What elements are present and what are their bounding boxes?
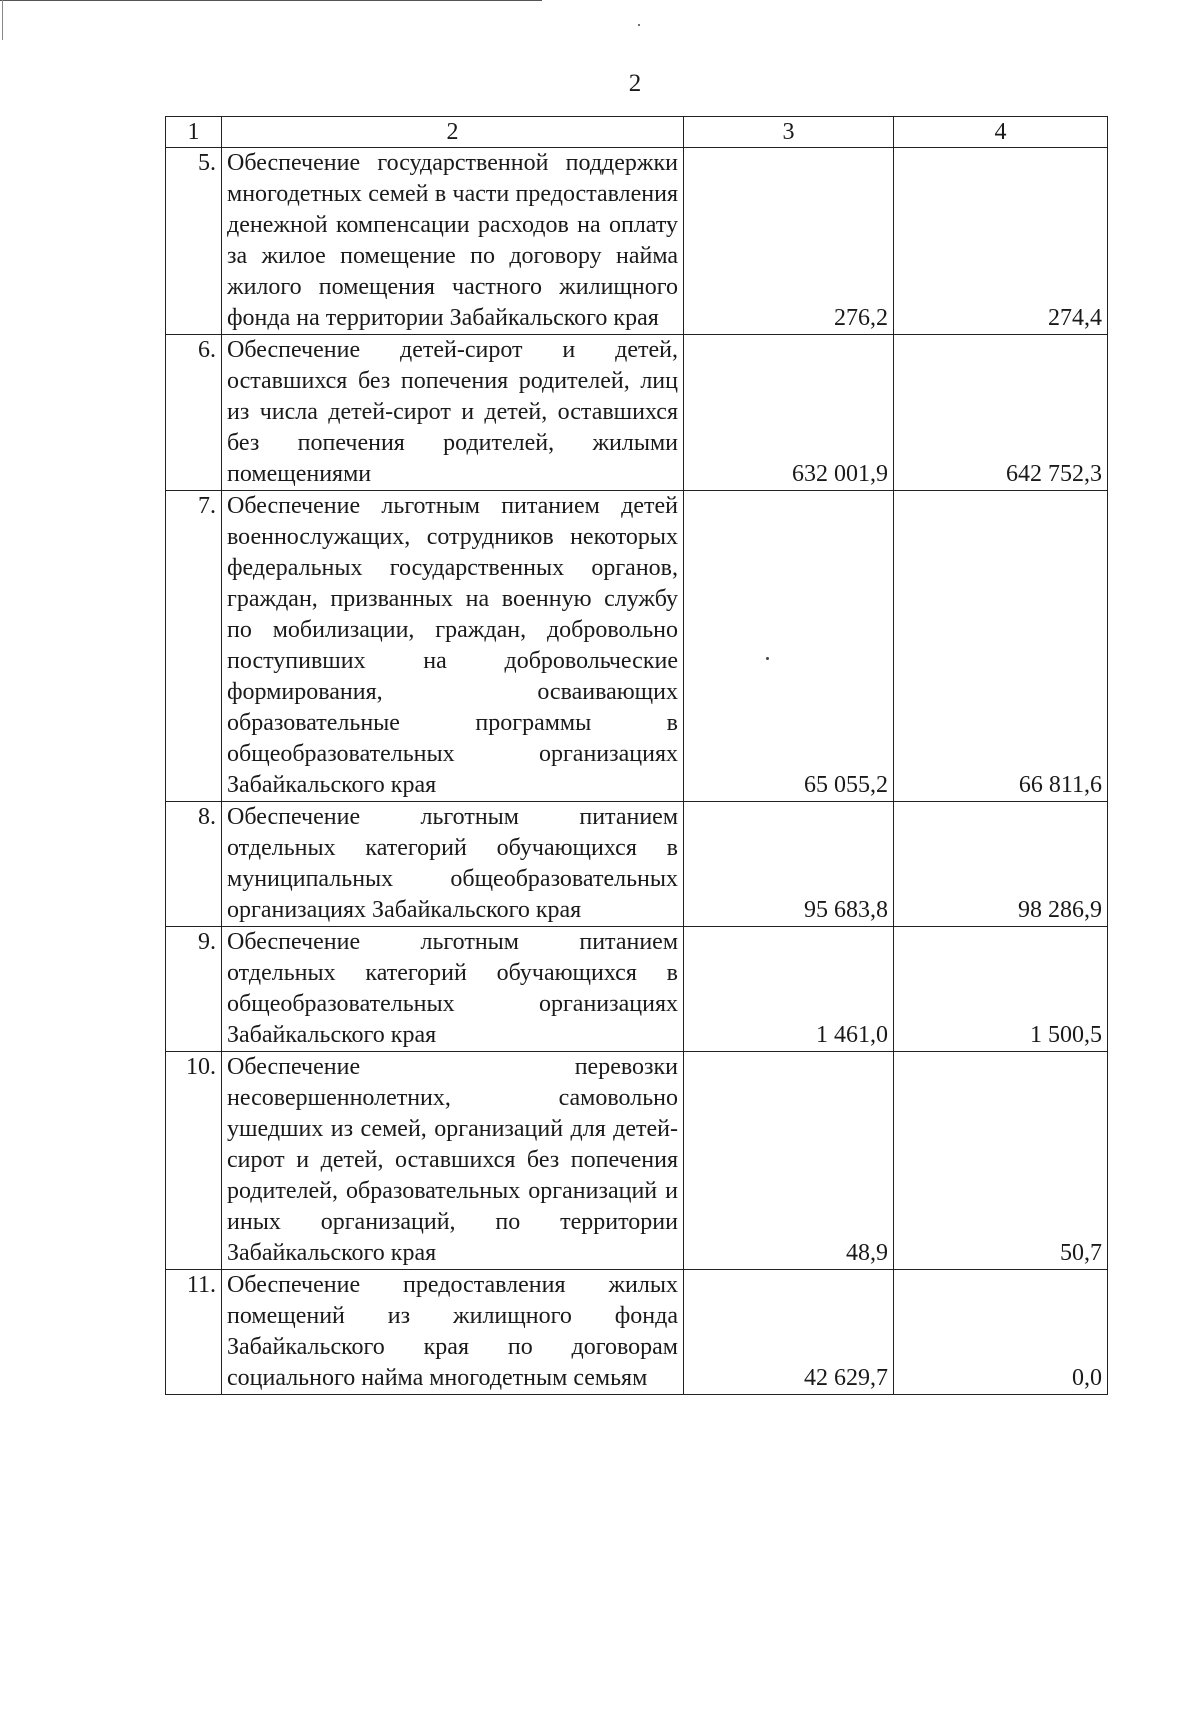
- row-number: 10.: [166, 1052, 222, 1270]
- header-col-4: 4: [894, 117, 1108, 148]
- table-row: [166, 1270, 1108, 1395]
- row-value-col3: 48,9: [684, 1052, 894, 1270]
- row-value-col3: 632 001,9: [684, 335, 894, 491]
- row-number: 6.: [166, 335, 222, 491]
- row-description: Обеспечение предоставления жилых помещений из жилищного фонда Забайкальского края по договорам социального найма многодетным семьям: [222, 1270, 684, 1395]
- row-number: 5.: [166, 148, 222, 335]
- row-value-col4: 0,0: [894, 1270, 1108, 1395]
- budget-table: [165, 116, 1108, 1395]
- page-number: 2: [628, 70, 642, 97]
- table-row: [166, 927, 1108, 1052]
- row-value-col3: 95 683,8: [684, 802, 894, 927]
- row-value-col4: 66 811,6: [894, 491, 1108, 802]
- table-row: [166, 491, 1108, 802]
- header-col-1: 1: [166, 117, 222, 148]
- scan-speck: [638, 24, 640, 26]
- table-row: [166, 802, 1108, 927]
- row-value-col4: 274,4: [894, 148, 1108, 335]
- row-value-col4: 50,7: [894, 1052, 1108, 1270]
- row-value-col3: 276,2: [684, 148, 894, 335]
- row-description: Обеспечение льготным питанием отдельных категорий обучающихся в муниципальных общеобразовательных организациях Забайкальского края: [222, 802, 684, 927]
- table-row: [166, 148, 1108, 335]
- row-description: Обеспечение детей-сирот и детей, оставшихся без попечения родителей, лиц из числа детей-сирот и детей, оставшихся без попечения родителей, жилыми помещениями: [222, 335, 684, 491]
- row-value-col3: 65 055,2: [684, 491, 894, 802]
- scan-speck: [766, 657, 769, 660]
- header-col-2: 2: [222, 117, 684, 148]
- row-value-col3: 42 629,7: [684, 1270, 894, 1395]
- row-number: 11.: [166, 1270, 222, 1395]
- table-row: [166, 1052, 1108, 1270]
- row-description: Обеспечение государственной поддержки многодетных семей в части предоставления денежной компенсации расходов на оплату за жилое помещение по договору найма жилого помещения частного жилищного фонда на территории Забайкальского края: [222, 148, 684, 335]
- row-value-col4: 1 500,5: [894, 927, 1108, 1052]
- scan-top-border: [0, 0, 542, 1]
- row-description: Обеспечение льготным питанием детей военнослужащих, сотрудников некоторых федеральных государственных органов, граждан, призванных на военную службу по мобилизации, граждан, добровольно поступивших на добровольческие формирования, осваивающих образовательные программы в общеобразовательных организациях Забайкальского края: [222, 491, 684, 802]
- row-value-col3: 1 461,0: [684, 927, 894, 1052]
- row-number: 9.: [166, 927, 222, 1052]
- scan-left-edge: [2, 0, 3, 40]
- row-value-col4: 642 752,3: [894, 335, 1108, 491]
- table-row: [166, 335, 1108, 491]
- table-header-row: [166, 117, 1108, 148]
- row-description: Обеспечение перевозки несовершеннолетних, самовольно ушедших из семей, организаций для детей-сирот и детей, оставшихся без попечения родителей, образовательных организаций и иных организаций, по территории Забайкальского края: [222, 1052, 684, 1270]
- row-description: Обеспечение льготным питанием отдельных категорий обучающихся в общеобразовательных организациях Забайкальского края: [222, 927, 684, 1052]
- header-col-3: 3: [684, 117, 894, 148]
- row-number: 8.: [166, 802, 222, 927]
- row-number: 7.: [166, 491, 222, 802]
- row-value-col4: 98 286,9: [894, 802, 1108, 927]
